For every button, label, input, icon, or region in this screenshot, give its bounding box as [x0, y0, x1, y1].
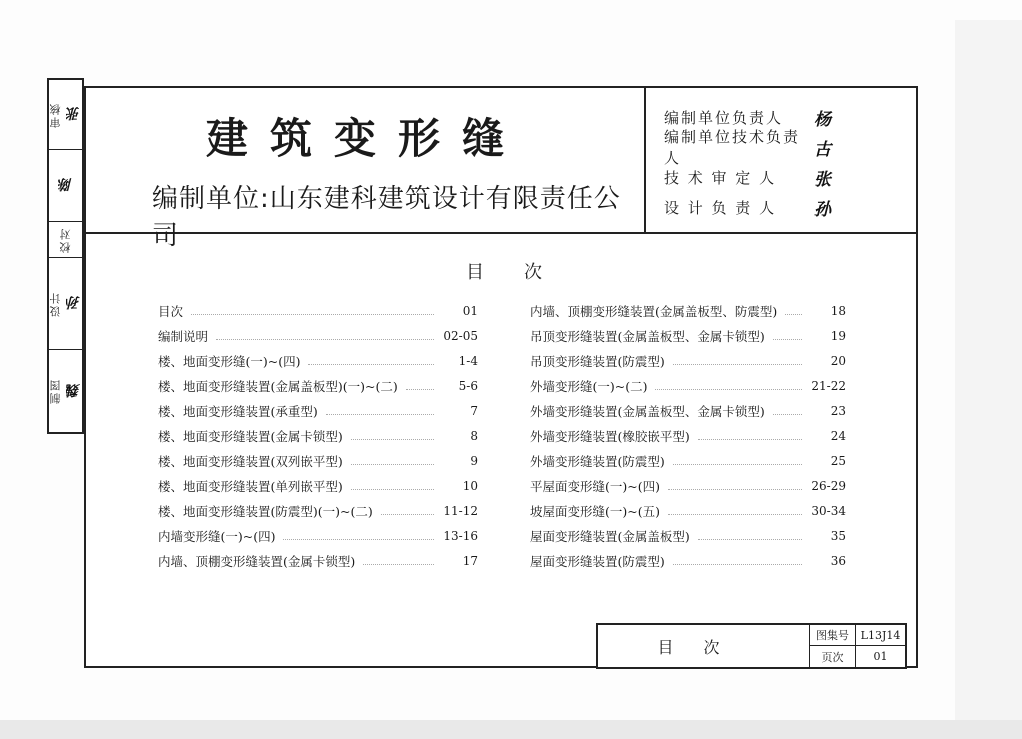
side-signature-2: 陈	[57, 179, 74, 192]
side-cell-proofread	[49, 222, 82, 258]
toc-entry-title: 外墙变形缝装置(橡胶嵌平型)	[530, 427, 694, 445]
role-label: 技 术 审 定 人	[664, 168, 777, 187]
toc-entry-page: 20	[830, 353, 846, 368]
toc-entry-page: 11-12	[443, 503, 478, 518]
toc-leader-dots	[698, 438, 802, 440]
toc-entry-title: 内墙变形缝(一)~(四)	[158, 527, 279, 545]
toc-entry-title: 目次	[158, 302, 187, 320]
side-label-design: 设计	[48, 290, 62, 317]
toc-entry-page: 30-34	[811, 503, 846, 518]
toc-entry-title: 平屋面变形缝(一)~(四)	[530, 477, 664, 495]
toc-entry-page: 01	[462, 303, 478, 318]
page-label: 页次	[810, 646, 856, 667]
toc-leader-dots	[326, 413, 434, 415]
toc-leader-dots	[655, 388, 802, 390]
toc-leader-dots	[406, 388, 434, 390]
org-name: 山东建科建筑设计有限责任公司	[152, 184, 621, 251]
toc-entry	[158, 373, 478, 398]
side-cell-review	[49, 80, 82, 150]
toc-entry	[530, 548, 846, 573]
role-label: 设 计 负 责 人	[664, 198, 777, 217]
toc-entry-page: 19	[830, 328, 846, 343]
role-row	[664, 128, 831, 167]
toc-entry-title: 内墙、顶棚变形缝装置(金属卡锁型)	[158, 552, 359, 570]
toc-entry-title: 楼、地面变形缝装置(单列嵌平型)	[158, 477, 347, 495]
toc-leader-dots	[283, 538, 434, 540]
toc-entry-page: 10	[462, 478, 478, 493]
toc-entry-title: 屋面变形缝装置(防震型)	[530, 552, 669, 570]
toc-entry	[530, 373, 846, 398]
side-signature-drafting: 魏	[65, 384, 82, 398]
atlas-number-label: 图集号	[810, 625, 856, 646]
toc-entry-title: 编制说明	[158, 327, 212, 345]
toc-leader-dots	[363, 563, 434, 565]
page-value: 01	[873, 650, 888, 663]
toc-entry	[530, 323, 846, 348]
toc-entry-page: 1-4	[458, 353, 478, 368]
toc-entry-page: 02-05	[443, 328, 478, 343]
toc-leader-dots	[381, 513, 434, 515]
toc-entry	[158, 423, 478, 448]
toc-entry	[158, 498, 478, 523]
toc-entry-page: 36	[830, 553, 846, 568]
toc-entry	[530, 473, 846, 498]
side-signature-design: 孙	[65, 297, 82, 310]
toc-entry-page: 13-16	[443, 528, 478, 543]
toc-entry	[158, 348, 478, 373]
toc-entry-page: 24	[830, 428, 846, 443]
toc-entry-page: 35	[830, 528, 846, 543]
toc-entry-title: 外墙变形缝(一)~(二)	[530, 377, 651, 395]
signature-strip	[47, 78, 84, 434]
org-line	[152, 178, 644, 252]
scan-bottom-edge	[0, 720, 1022, 739]
side-cell-design	[49, 258, 82, 350]
toc-entry-page: 18	[830, 303, 846, 318]
title-left	[86, 88, 646, 251]
footer-title: 目次	[598, 625, 810, 667]
toc-heading: 目次	[466, 262, 582, 283]
toc-entry-page: 8	[470, 428, 478, 443]
toc-entry-title: 楼、地面变形缝装置(金属卡锁型)	[158, 427, 347, 445]
role-signature: 杨	[814, 109, 831, 130]
side-cell-2	[49, 150, 82, 222]
org-prefix: 编制单位:	[152, 184, 270, 214]
toc-entry-page: 26-29	[811, 478, 846, 493]
toc-entry-title: 吊顶变形缝装置(防震型)	[530, 352, 669, 370]
toc-entry	[530, 423, 846, 448]
role-signature: 古	[814, 139, 831, 160]
toc-leader-dots	[668, 513, 802, 515]
toc-entry	[530, 523, 846, 548]
side-signature-review: 张	[65, 108, 82, 121]
title-block	[86, 88, 916, 251]
toc-leader-dots	[773, 413, 802, 415]
toc-leader-dots	[673, 563, 802, 565]
toc-entry	[158, 548, 478, 573]
toc-leader-dots	[308, 363, 434, 365]
toc-leader-dots	[673, 363, 802, 365]
side-cell-drafting	[49, 350, 82, 432]
toc-entry-title: 屋面变形缝装置(金属盖板型)	[530, 527, 694, 545]
toc-entry-page: 7	[470, 403, 478, 418]
toc-leader-dots	[673, 463, 802, 465]
toc-entry	[158, 523, 478, 548]
toc-entry-page: 17	[462, 553, 478, 568]
toc-leader-dots	[191, 313, 434, 315]
toc-entry-title: 楼、地面变形缝装置(防震型)(一)~(二)	[158, 502, 377, 520]
toc-entry-page: 25	[830, 453, 846, 468]
drawing-frame	[84, 86, 918, 668]
toc-leader-dots	[698, 538, 802, 540]
role-row	[664, 194, 831, 220]
toc-entry-page: 21-22	[811, 378, 846, 393]
toc-entry-title: 楼、地面变形缝装置(双列嵌平型)	[158, 452, 347, 470]
side-label-proofread: 校对	[58, 226, 72, 253]
role-label: 编制单位技术负责人	[664, 128, 801, 167]
toc-entry	[530, 348, 846, 373]
toc-entry-title: 内墙、顶棚变形缝装置(金属盖板型、防震型)	[530, 302, 781, 320]
side-label-drafting: 制图	[48, 378, 62, 404]
toc-entry	[530, 298, 846, 323]
toc-entry-title: 吊顶变形缝装置(金属盖板型、金属卡锁型)	[530, 327, 769, 345]
toc-leader-dots	[351, 438, 434, 440]
main-title: 建筑变形缝	[205, 114, 526, 163]
role-signature: 孙	[814, 199, 831, 220]
toc-leader-dots	[668, 488, 802, 490]
atlas-number-value: L13J14	[856, 625, 905, 646]
toc-leader-dots	[351, 463, 434, 465]
role-signature: 张	[814, 169, 831, 190]
toc-entry	[158, 398, 478, 423]
toc-right-column	[530, 298, 846, 573]
role-label: 编制单位负责人	[664, 108, 784, 127]
toc-entry-title: 外墙变形缝装置(防震型)	[530, 452, 669, 470]
side-label-review: 审核	[48, 101, 62, 128]
toc-entry	[158, 298, 478, 323]
toc-leader-dots	[773, 338, 802, 340]
responsibility-block	[648, 88, 916, 232]
toc-leader-dots	[216, 338, 434, 340]
toc-entry-title: 楼、地面变形缝装置(金属盖板型)(一)~(二)	[158, 377, 402, 395]
toc-entry-page: 9	[470, 453, 478, 468]
toc-leader-dots	[785, 313, 802, 315]
toc-left-column	[158, 298, 478, 573]
toc-entry	[158, 323, 478, 348]
toc-entry	[530, 448, 846, 473]
toc-entry-page: 5-6	[458, 378, 478, 393]
toc-entry	[530, 398, 846, 423]
footer-block	[596, 623, 907, 669]
toc-entry	[158, 473, 478, 498]
toc-entry	[530, 498, 846, 523]
toc-entry	[158, 448, 478, 473]
role-row	[664, 164, 831, 190]
toc-entry-page: 23	[830, 403, 846, 418]
toc-leader-dots	[351, 488, 434, 490]
toc-entry-title: 坡屋面变形缝(一)~(五)	[530, 502, 664, 520]
scan-edge	[955, 20, 1022, 720]
toc-entry-title: 楼、地面变形缝(一)~(四)	[158, 352, 304, 370]
toc-entry-title: 楼、地面变形缝装置(承重型)	[158, 402, 322, 420]
toc-entry-title: 外墙变形缝装置(金属盖板型、金属卡锁型)	[530, 402, 769, 420]
